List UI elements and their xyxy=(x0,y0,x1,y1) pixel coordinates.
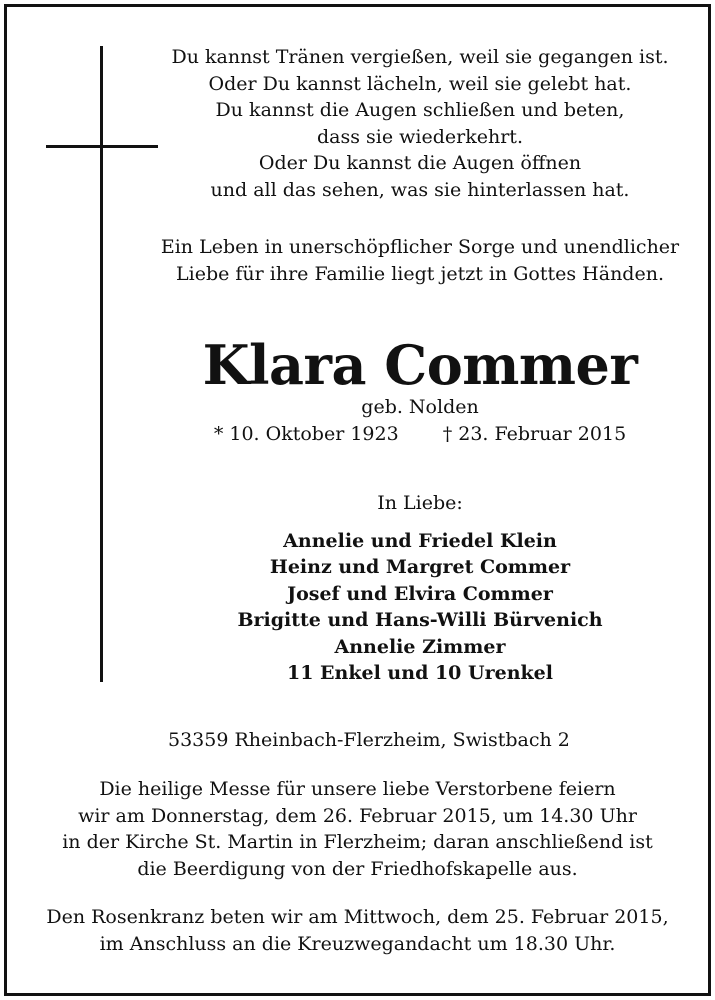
service-line: in der Kirche St. Martin in Flerzheim; daran anschließend ist xyxy=(62,831,653,853)
mourner-entry: Heinz und Margret Commer xyxy=(269,556,571,579)
mourner-entry: Annelie Zimmer xyxy=(334,635,506,658)
rosary-line: Den Rosenkranz beten wir am Mittwoch, dem 25. Februar 2015, xyxy=(46,906,669,928)
cross-horizontal-bar xyxy=(46,145,158,148)
tribute-line: Ein Leben in unerschöpflicher Sorge und unendlicher xyxy=(160,236,680,258)
maiden-name: geb. Nolden xyxy=(361,396,479,418)
poem-line: dass sie wiederkehrt. xyxy=(317,125,523,148)
mourner-entry: Josef und Elvira Commer xyxy=(287,582,553,605)
tribute xyxy=(150,234,690,288)
poem-line: Oder Du kannst die Augen öffnen xyxy=(258,152,582,174)
service-line: die Beerdigung von der Friedhofskapelle aus. xyxy=(137,857,578,880)
mourner-entry: Annelie und Friedel Klein xyxy=(283,530,557,552)
funeral-service-info xyxy=(20,776,695,882)
poem-line: und all das sehen, was sie hinterlassen hat. xyxy=(210,178,630,201)
poem-line: Du kannst Tränen vergießen, weil sie gegangen ist. xyxy=(171,46,669,68)
mourners-list xyxy=(150,528,690,686)
deceased-name: Klara Commer xyxy=(202,333,638,397)
rosary-info xyxy=(20,904,695,957)
cross-vertical-bar xyxy=(100,46,103,682)
family-address: 53359 Rheinbach-Flerzheim, Swistbach 2 xyxy=(168,729,570,751)
mourners-label: In Liebe: xyxy=(377,492,463,514)
death-date: † 23. Februar 2015 xyxy=(442,423,627,445)
life-dates xyxy=(150,421,690,447)
poem-line: Oder Du kannst lächeln, weil sie gelebt hat. xyxy=(208,72,632,95)
tribute-line: Liebe für ihre Familie liegt jetzt in Gottes Händen. xyxy=(176,263,664,285)
poem xyxy=(150,44,690,203)
service-line: wir am Donnerstag, dem 26. Februar 2015, um 14.30 Uhr xyxy=(78,804,637,827)
mourner-entry: 11 Enkel und 10 Urenkel xyxy=(287,662,553,685)
poem-line: Du kannst die Augen schließen und beten, xyxy=(215,99,625,121)
rosary-line: im Anschluss an die Kreuzwegandacht um 18.30 Uhr. xyxy=(99,932,616,955)
birth-date: * 10. Oktober 1923 xyxy=(213,423,399,445)
mourner-entry: Brigitte und Hans-Willi Bürvenich xyxy=(237,609,603,632)
service-line: Die heilige Messe für unsere liebe Verstorbene feiern xyxy=(99,778,616,800)
